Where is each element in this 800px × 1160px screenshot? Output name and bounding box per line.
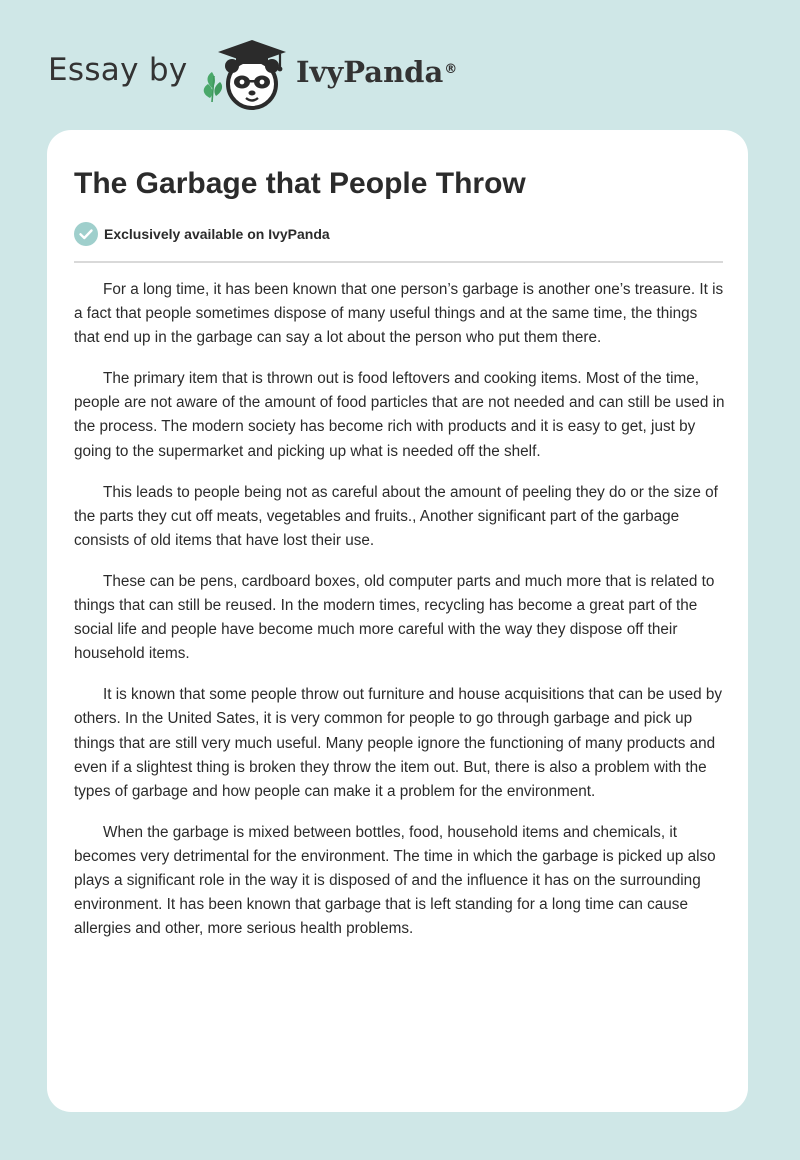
check-circle-icon <box>74 222 98 246</box>
essay-paragraph: The primary item that is thrown out is food leftovers and cooking items. Most of the time, people are not aware of the amount of food particles that are not needed and can still be used in the process. The modern society has become rich with products and it is easy to get, just by going to the supermarket and picking up what is needed off the shelf. <box>74 370 725 460</box>
essay-title: The Garbage that People Throw <box>74 167 526 200</box>
brand-name: IvyPanda <box>296 55 444 89</box>
site-header <box>0 0 800 125</box>
title-divider <box>74 261 723 263</box>
exclusive-badge-label: Exclusively available on IvyPanda <box>104 226 330 242</box>
essay-paragraph: For a long time, it has been known that one person’s garbage is another one’s treasure. It is a fact that people sometimes dispose of many useful things and at the same time, the things that end up in the garbage can say a lot about the person who put them there. <box>74 281 724 347</box>
essay-card <box>47 130 748 1112</box>
essay-paragraph: When the garbage is mixed between bottles, food, household items and chemicals, it becomes very detrimental for the environment. The time in which the garbage is picked up also plays a significant role in the way it is disposed of and the influence it has on the surrounding environment. It has been known that garbage that is left standing for a long time can cause allergies and other, more serious health problems. <box>74 823 716 938</box>
essay-paragraph: It is known that some people throw out furniture and house acquisitions that can be used by others. In the United Sates, it is very common for people to go through garbage and pick up things that are still very much useful. Many people ignore the functioning of many products and even if a slightest thing is broken they throw the item out. But, there is also a problem with the types of garbage and how people can make it a problem for the environment. <box>74 686 723 800</box>
essay-by-label: Essay by <box>48 52 188 88</box>
exclusive-badge <box>74 222 330 246</box>
registered-mark: ® <box>444 62 458 77</box>
essay-body <box>74 278 726 958</box>
essay-paragraph: This leads to people being not as careful about the amount of peeling they do or the size of the parts they cut off meats, vegetables and fruits., Another significant part of the garbage consists of old items that have lost their use. <box>74 483 718 549</box>
panda-graduation-cap-icon[interactable] <box>200 32 292 112</box>
essay-paragraph: These can be pens, cardboard boxes, old computer parts and much more that is related to things that can still be reused. In the modern times, recycling has become a great part of the social life and people have become much more careful with the way they dispose off their household items. <box>74 572 715 663</box>
brand-logo-text[interactable] <box>296 52 457 92</box>
